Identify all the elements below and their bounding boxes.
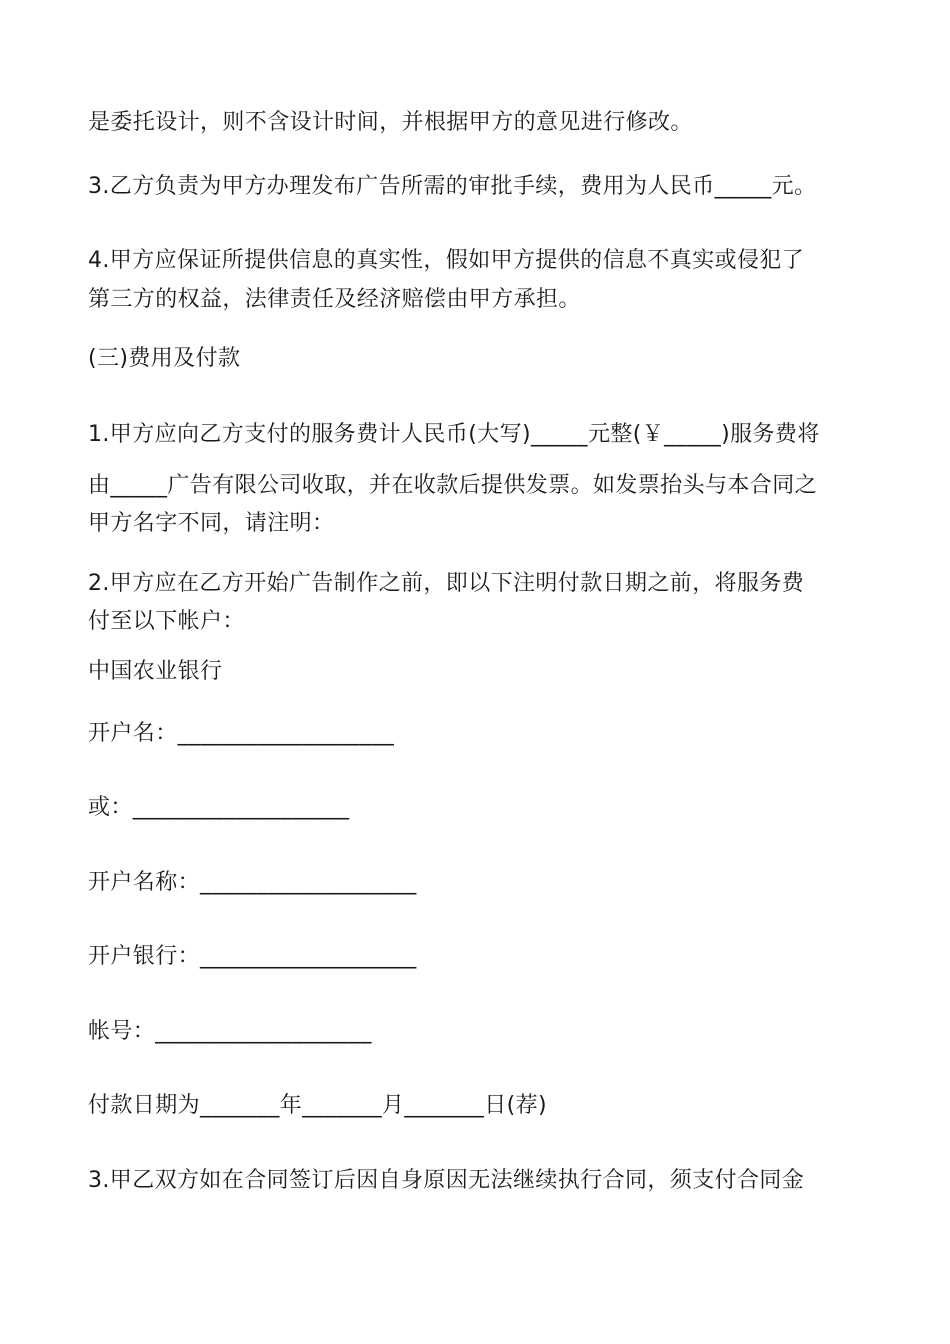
paragraph-line: 3.甲乙双方如在合同签订后因自身原因无法继续执行合同，须支付合同金 [88,1168,805,1193]
alternate-line: 或：___________________ [88,795,350,820]
account-holder-line: 开户名：___________________ [88,721,395,746]
paragraph-line: 第三方的权益，法律责任及经济赔偿由甲方承担。 [88,287,581,312]
paragraph-line: 4.甲方应保证所提供信息的真实性，假如甲方提供的信息不真实或侵犯了 [88,248,805,273]
bank-branch-line: 开户银行：___________________ [88,944,417,969]
account-name-line: 开户名称：___________________ [88,870,417,895]
paragraph-line: 2.甲方应在乙方开始广告制作之前，即以下注明付款日期之前，将服务费 [88,571,805,596]
paragraph-line: 甲方名字不同，请注明： [88,511,335,536]
paragraph-line: 由_____广告有限公司收取，并在收款后提供发票。如发票抬头与本合同之 [88,473,818,498]
payment-date-line: 付款日期为_______年_______月_______日(荐) [88,1093,547,1118]
bank-name: 中国农业银行 [88,659,223,684]
paragraph-line: 付至以下帐户： [88,609,245,634]
paragraph-line: 3.乙方负责为甲方办理发布广告所需的审批手续，费用为人民币_____元。 [88,174,817,199]
account-number-line: 帐号：___________________ [88,1019,372,1044]
paragraph-line: 是委托设计，则不含设计时间，并根据甲方的意见进行修改。 [88,110,693,135]
section-heading: (三)费用及付款 [88,346,241,371]
paragraph-line: 1.甲方应向乙方支付的服务费计人民币(大写)_____元整(￥_____)服务费将 [88,422,820,447]
